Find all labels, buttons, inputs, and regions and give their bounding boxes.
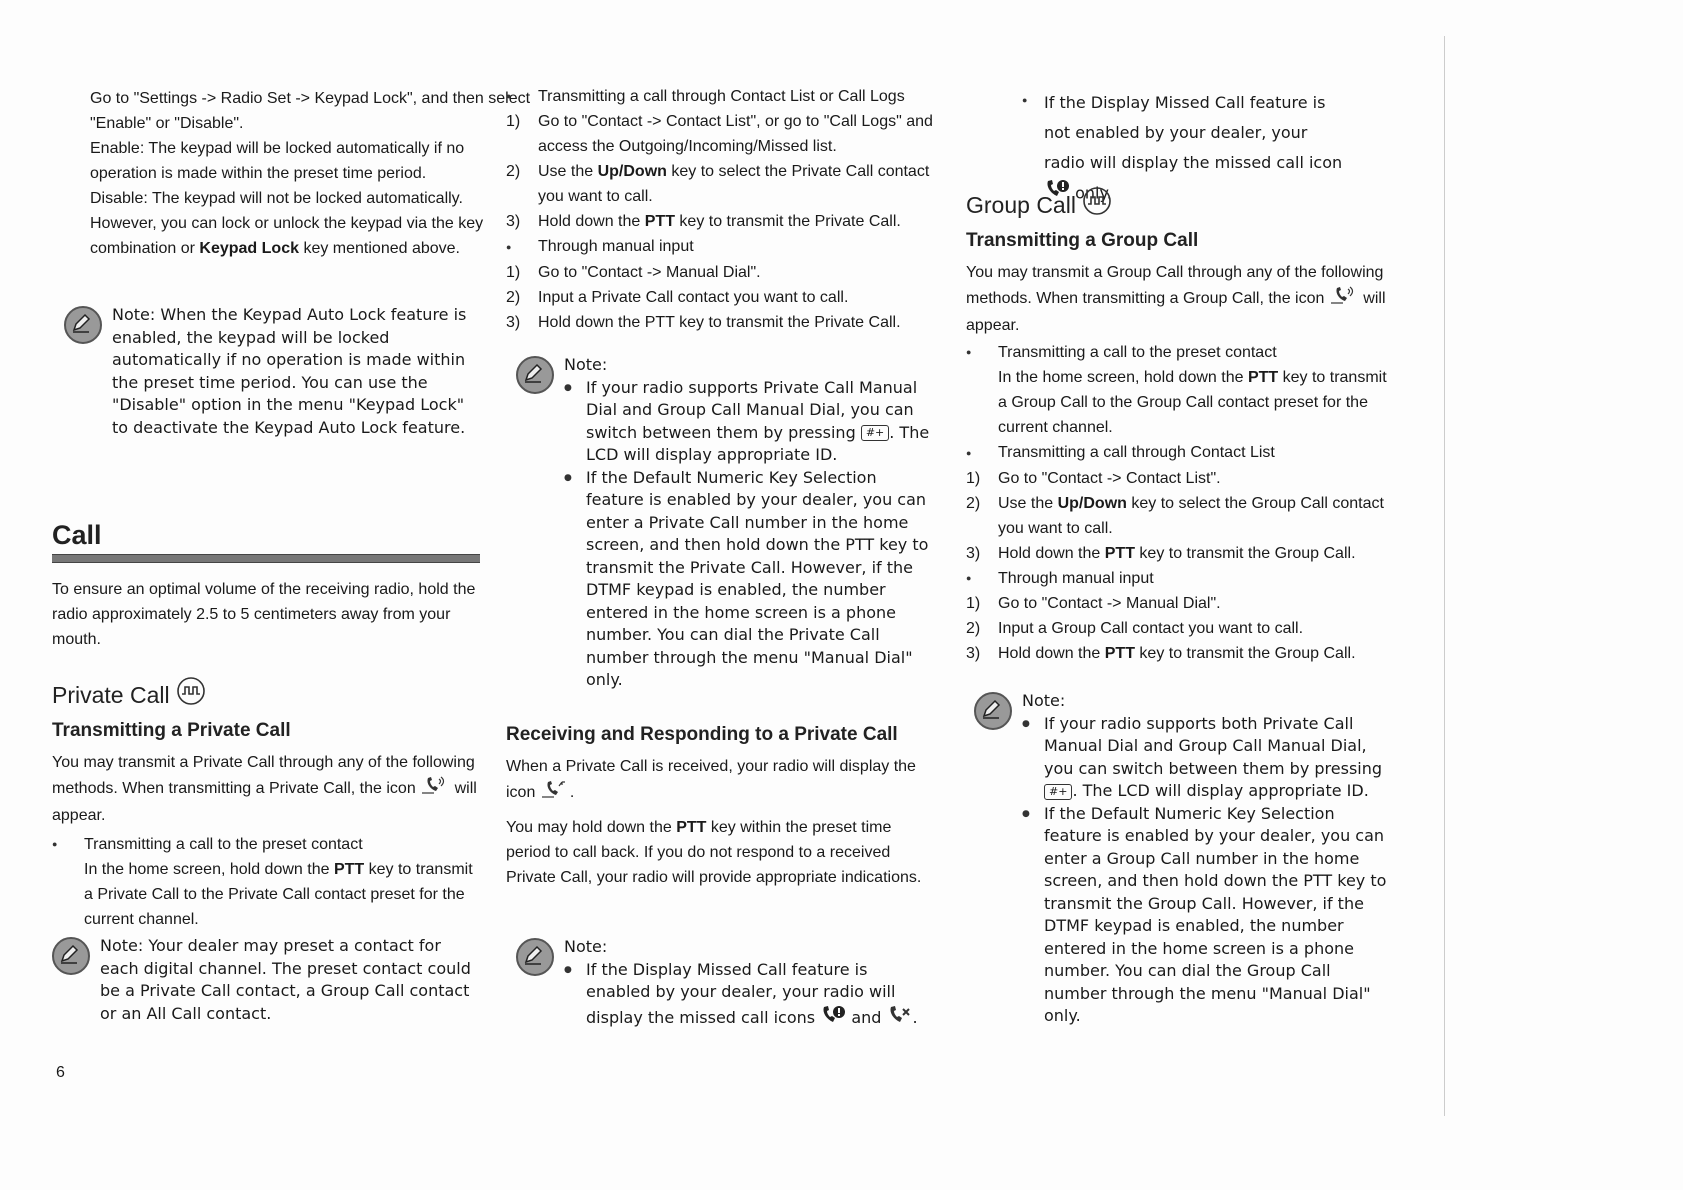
bullet-dot-icon xyxy=(564,467,586,692)
digital-mode-icon xyxy=(176,676,206,714)
call-heading: Call xyxy=(52,520,102,550)
heading-rule xyxy=(52,554,480,563)
note-missed-call-continued: ● If the Display Missed Call feature is not enabled by your dealer, your radio will display the missed call icon only. xyxy=(1022,88,1352,210)
incoming-call-icon xyxy=(540,779,570,807)
note-text: Note: When the Keypad Auto Lock feature is enabled, the keypad will be locked automatically if no operation is made within the preset time period. You can use the "Disable" option in the menu "Keypad Lock" to deactivate the Keypad Auto Lock feature. xyxy=(112,305,467,437)
digital-mode-icon xyxy=(1082,186,1112,224)
step-item: 1) Go to "Contact -> Contact List". xyxy=(966,469,1221,487)
receiving-text: When a Private Call is received, your radio will display the icon . xyxy=(506,754,936,807)
private-call-heading-row xyxy=(52,676,480,714)
keypad-lock-section xyxy=(90,86,534,261)
bullet-dot-icon xyxy=(1022,803,1044,1028)
pencil-note-icon xyxy=(516,938,554,976)
note-keypad-auto-lock xyxy=(64,304,484,439)
bullet-contact-list: ● Transmitting a call through Contact List xyxy=(966,440,1396,465)
keypad-disable-desc: Disable: The keypad will not be locked automatically. However, you can lock or unlock the keypad via the key combination or Keypad Lock key mentioned above. xyxy=(90,190,484,257)
transmitting-call-icon xyxy=(1329,285,1359,313)
bullet-contact-list: ● Transmitting a call through Contact List or Call Logs xyxy=(506,84,936,109)
call-section xyxy=(52,520,480,652)
note-bullet: ● If the Default Numeric Key Selection feature is enabled by your dealer, you can enter a Group Call number in the home screen, and then hold down the PTT key to transmit the Group Call. However, if the DTMF keypad is enabled, the number entered in the home screen is a phone number. You can dial the Group Call number through the menu "Manual Dial" only. xyxy=(1022,803,1390,1028)
keypad-enable-desc: Enable: The keypad will be locked automatically if no operation is made within the preset time period. xyxy=(90,140,465,182)
bullet-dot-icon xyxy=(564,959,586,1033)
bullet-preset-contact: ● Transmitting a call to the preset contact xyxy=(52,832,480,857)
step-item: 3) Hold down the PTT key to transmit the Group Call. xyxy=(966,544,1356,562)
note-label: Note: xyxy=(564,937,608,956)
pencil-note-icon xyxy=(974,692,1012,730)
note-missed-call xyxy=(516,936,936,1032)
hash-key-icon: #+ xyxy=(861,425,889,441)
note-label: Note: xyxy=(1022,691,1066,710)
pencil-note-icon xyxy=(516,356,554,394)
note-preset-contact xyxy=(52,935,472,1025)
missed-call-icon xyxy=(820,1004,846,1033)
step-item: 3) Hold down the PTT key to transmit the Private Call. xyxy=(506,313,901,331)
bullet-dot-icon xyxy=(1022,713,1044,803)
bullet-dot-icon xyxy=(506,84,538,109)
bullet-manual-input: ● Through manual input xyxy=(966,566,1396,591)
group-call-heading: Group Call xyxy=(966,192,1076,218)
bullet-manual-input: ● Through manual input xyxy=(506,234,936,259)
private-call-section xyxy=(52,676,480,932)
step-item: 3) Hold down the PTT key to transmit the Group Call. xyxy=(966,644,1356,662)
step-item: 2) Input a Private Call contact you want to call. xyxy=(506,288,849,306)
note-group-manual-dial xyxy=(974,690,1390,1028)
preset-text: In the home screen, hold down the PTT key to transmit a Private Call to the Private Call contact preset for the current channel. xyxy=(84,861,473,929)
hash-key-icon: #+ xyxy=(1044,784,1072,800)
call-text: To ensure an optimal volume of the receiving radio, hold the radio approximately 2.5 to 5 centimeters away from your mouth. xyxy=(52,581,476,648)
page-number: 6 xyxy=(56,1064,65,1081)
transmit-private-text: You may transmit a Private Call through any of the following methods. When transmitting a Private Call, the icon will appear. xyxy=(52,754,477,824)
step-item: 1) Go to "Contact -> Manual Dial". xyxy=(506,263,761,281)
hold-ptt-text: You may hold down the PTT key within the preset time period to call back. If you do not respond to a received Private Call, your radio will provide appropriate indications. xyxy=(506,819,922,886)
note-manual-dial xyxy=(516,354,936,692)
group-call-heading-row xyxy=(966,186,1396,224)
receiving-heading: Receiving and Responding to a Private Call xyxy=(506,724,898,745)
page-edge-line xyxy=(1444,36,1445,1116)
transmit-group-text: You may transmit a Group Call through any of the following methods. When transmitting a Group Call, the icon will appear. xyxy=(966,264,1386,334)
bullet-dot-icon xyxy=(564,377,586,467)
pencil-note-icon xyxy=(64,306,102,344)
keypad-lock-step: Go to "Settings -> Radio Set -> Keypad Lock", and then select "Enable" or "Disable". xyxy=(90,90,531,132)
bullet-preset-contact: ● Transmitting a call to the preset contact xyxy=(966,340,1396,365)
note-content xyxy=(564,936,936,1032)
transmitting-private-heading: Transmitting a Private Call xyxy=(52,720,291,741)
note-label: Note: xyxy=(564,355,608,374)
bullet-dot-icon xyxy=(52,832,84,857)
private-call-heading: Private Call xyxy=(52,682,170,708)
group-call-section xyxy=(966,186,1396,666)
step-item: 2) Input a Group Call contact you want to call. xyxy=(966,619,1304,637)
step-item: 1) Go to "Contact -> Manual Dial". xyxy=(966,594,1221,612)
pencil-note-icon xyxy=(52,937,90,975)
note-text: Note: Your dealer may preset a contact for each digital channel. The preset contact could be a Private Call contact, a Group Call contact or an All Call contact. xyxy=(100,936,471,1023)
preset-text: In the home screen, hold down the PTT key to transmit a Group Call to the Group Call contact preset for the current channel. xyxy=(998,369,1387,437)
receiving-section xyxy=(506,722,936,890)
transmitting-group-heading: Transmitting a Group Call xyxy=(966,230,1199,251)
bullet-dot-icon xyxy=(506,234,538,259)
note-bullet: ● If the Default Numeric Key Selection feature is enabled by your dealer, you can enter a Private Call number in the home screen, and then hold down the PTT key to transmit the Private Call. However, if the DTMF keypad is enabled, the number entered in the home screen is a phone number. You can dial the Private Call number through the menu "Manual Dial" only. xyxy=(564,467,936,692)
bullet-dot-icon xyxy=(966,440,998,465)
bullet-dot-icon xyxy=(966,566,998,591)
note-bullet: ● If your radio supports both Private Call Manual Dial and Group Call Manual Dial, you can switch between them by pressing #+ . The LCD will display appropriate ID. xyxy=(1022,713,1390,803)
note-content xyxy=(1022,690,1390,1028)
step-item: 1) Go to "Contact -> Contact List", or go to "Call Logs" and access the Outgoing/Incoming/Missed list. xyxy=(506,113,933,156)
bullet-dot-icon xyxy=(966,340,998,365)
missed-call-x-icon xyxy=(887,1004,913,1033)
note-bullet: ● If your radio supports Private Call Manual Dial and Group Call Manual Dial, you can switch between them by pressing #+ . The LCD will display appropriate ID. xyxy=(564,377,936,467)
note-bullet: ● If the Display Missed Call feature is enabled by your dealer, your radio will display the missed call icons and . xyxy=(564,959,936,1033)
transmitting-call-icon xyxy=(420,775,450,803)
note-content xyxy=(564,354,936,692)
step-item: 2) Use the Up/Down key to select the Group Call contact you want to call. xyxy=(966,494,1384,537)
step-item: 2) Use the Up/Down key to select the Private Call contact you want to call. xyxy=(506,163,930,206)
step-item: 3) Hold down the PTT key to transmit the Private Call. xyxy=(506,213,901,231)
contact-list-steps xyxy=(506,84,936,335)
